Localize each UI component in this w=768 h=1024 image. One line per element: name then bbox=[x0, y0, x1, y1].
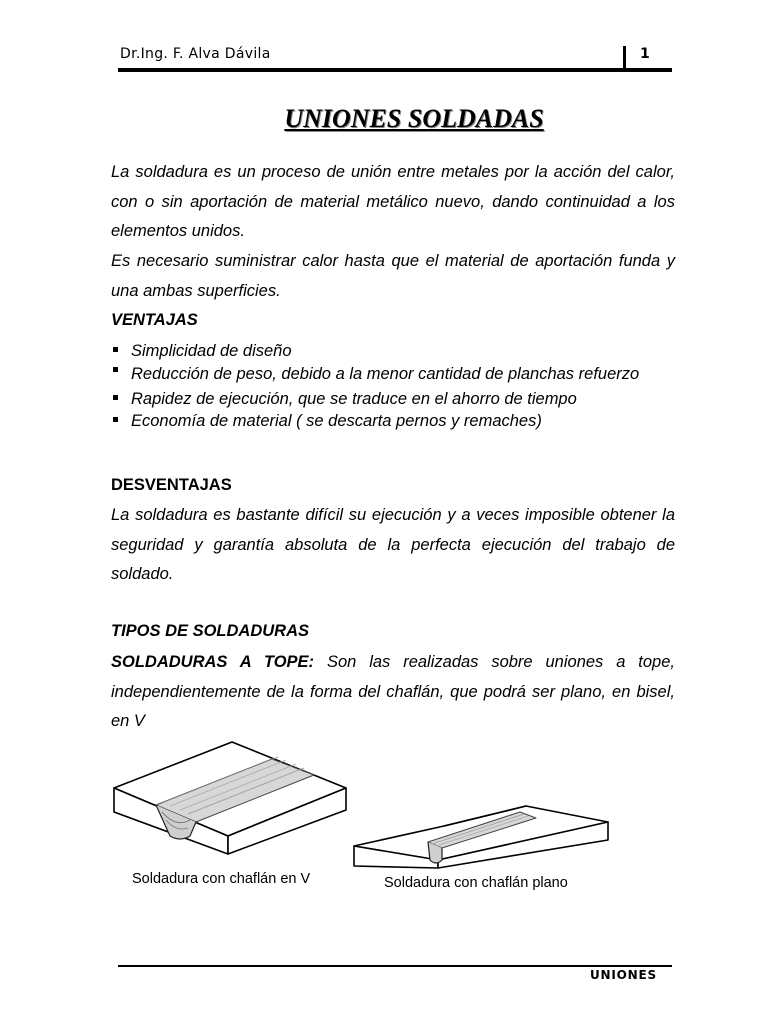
footer-rule bbox=[118, 965, 672, 967]
tipos-lead: SOLDADURAS A TOPE: bbox=[111, 653, 315, 671]
ventajas-list bbox=[111, 340, 675, 432]
square-groove-weld-illustration bbox=[350, 798, 612, 870]
figure-caption-plano: Soldadura con chaflán plano bbox=[384, 875, 568, 891]
list-item: Rapidez de ejecución, que se traduce en el ahorro de tiempo bbox=[111, 388, 675, 410]
v-groove-weld-illustration bbox=[110, 740, 352, 855]
tipos-text: Son las realizadas sobre uniones a tope, independientemente de la forma del chaflán, que podrá ser plano, en bisel, en V bbox=[111, 653, 675, 730]
footer-label: UNIONES bbox=[590, 968, 657, 982]
desventajas-paragraph: La soldadura es bastante difícil su ejecución y a veces imposible obtener la seguridad y garantía absoluta de la perfecta ejecución del trabajo de soldado. bbox=[111, 506, 675, 583]
list-item: Simplicidad de diseño bbox=[111, 340, 675, 362]
intro-paragraph-2: Es necesario suministrar calor hasta que el material de aportación funda y una ambas superficies. bbox=[111, 252, 675, 300]
tipos-paragraph bbox=[111, 648, 675, 737]
figure-caption-v: Soldadura con chaflán en V bbox=[132, 871, 311, 887]
header-rule bbox=[118, 68, 672, 72]
page-number: 1 bbox=[640, 46, 650, 62]
tipos-heading: TIPOS DE SOLDADURAS bbox=[111, 622, 310, 640]
ventajas-heading: VENTAJAS bbox=[111, 311, 198, 329]
list-item: Economía de material ( se descarta pernos y remaches) bbox=[111, 410, 675, 432]
header-author: Dr.Ing. F. Alva Dávila bbox=[120, 46, 271, 62]
page-title: UNIONES SOLDADAS bbox=[284, 104, 544, 133]
list-item: Reducción de peso, debido a la menor cantidad de planchas refuerzo bbox=[111, 360, 675, 388]
intro-paragraph-1: La soldadura es un proceso de unión entre metales por la acción del calor, con o sin aportación de material metálico nuevo, dando continuidad a los elementos unidos. bbox=[111, 163, 675, 240]
desventajas-heading: DESVENTAJAS bbox=[111, 476, 232, 494]
